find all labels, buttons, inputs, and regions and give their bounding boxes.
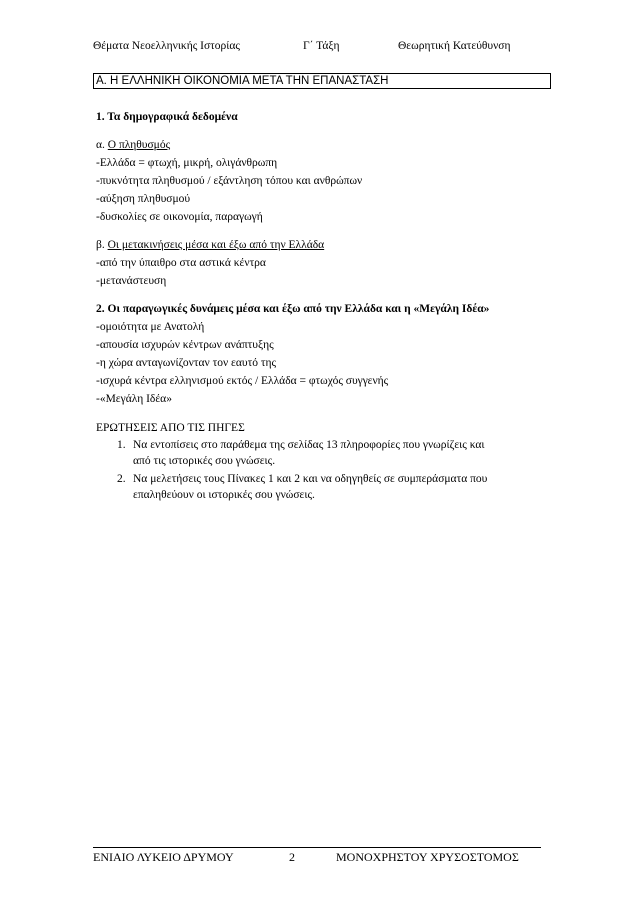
- question-number: 2.: [117, 473, 126, 485]
- question-text-line: Να εντοπίσεις στο παράθεμα της σελίδας 13 πληροφορίες που γνωρίζεις και: [133, 439, 485, 451]
- question-number: 1.: [117, 439, 126, 451]
- footer-rule: [93, 847, 541, 848]
- subsection-a-letter: α.: [96, 139, 105, 151]
- header-grade: Γ΄ Τάξη: [303, 40, 340, 52]
- questions-heading: ΕΡΩΤΗΣΕΙΣ ΑΠΟ ΤΙΣ ΠΗΓΕΣ: [96, 422, 245, 434]
- header-track: Θεωρητική Κατεύθυνση: [398, 40, 511, 52]
- question-text-line: από τις ιστορικές σου γνώσεις.: [133, 455, 276, 467]
- list-item: -απουσία ισχυρών κέντρων ανάπτυξης: [96, 339, 274, 351]
- list-item: -ισχυρά κέντρα ελληνισμού εκτός / Ελλάδα = φτωχός συγγενής: [96, 375, 389, 387]
- list-item: -μετανάστευση: [96, 275, 167, 287]
- footer-school: ΕΝΙΑΙΟ ΛΥΚΕΙΟ ΔΡΥΜΟΥ: [93, 850, 234, 864]
- subsection-a-heading: Ο πληθυσμός: [107, 139, 171, 151]
- part1-heading: 1. Τα δημογραφικά δεδομένα: [96, 111, 238, 123]
- list-item: -πυκνότητα πληθυσμού / εξάντληση τόπου και ανθρώπων: [96, 175, 363, 187]
- section-title: Α. Η ΕΛΛΗΝΙΚΗ ΟΙΚΟΝΟΜΙΑ ΜΕΤΑ ΤΗΝ ΕΠΑΝΑΣΤΑΣΗ: [93, 73, 551, 89]
- subsection-b-letter: β.: [96, 239, 105, 251]
- footer-author: ΜΟΝΟΧΡΗΣΤΟΥ ΧΡΥΣΟΣΤΟΜΟΣ: [336, 850, 519, 864]
- list-item: -δυσκολίες σε οικονομία, παραγωγή: [96, 211, 263, 223]
- list-item: -από την ύπαιθρο στα αστικά κέντρα: [96, 257, 266, 269]
- part2-heading: 2. Οι παραγωγικές δυνάμεις μέσα και έξω από την Ελλάδα και η «Μεγάλη Ιδέα»: [96, 303, 490, 315]
- page-number: 2: [289, 850, 295, 864]
- header-subject: Θέματα Νεοελληνικής Ιστορίας: [93, 40, 240, 52]
- list-item: -η χώρα ανταγωνίζονταν τον εαυτό της: [96, 357, 277, 369]
- list-item: -αύξηση πληθυσμού: [96, 193, 191, 205]
- subsection-a-title: [96, 136, 170, 154]
- list-item: -Ελλάδα = φτωχή, μικρή, ολιγάνθρωπη: [96, 157, 278, 169]
- subsection-b-title: [96, 236, 324, 254]
- list-item: -«Μεγάλη Ιδέα»: [96, 393, 172, 405]
- subsection-b-heading: Οι μετακινήσεις μέσα και έξω από την Ελλάδα: [107, 239, 325, 251]
- question-text-line: επαληθεύουν οι ιστορικές σου γνώσεις.: [133, 489, 315, 501]
- question-text-line: Να μελετήσεις τους Πίνακες 1 και 2 και να οδηγηθείς σε συμπεράσματα που: [133, 473, 488, 485]
- list-item: -ομοιότητα με Ανατολή: [96, 321, 205, 333]
